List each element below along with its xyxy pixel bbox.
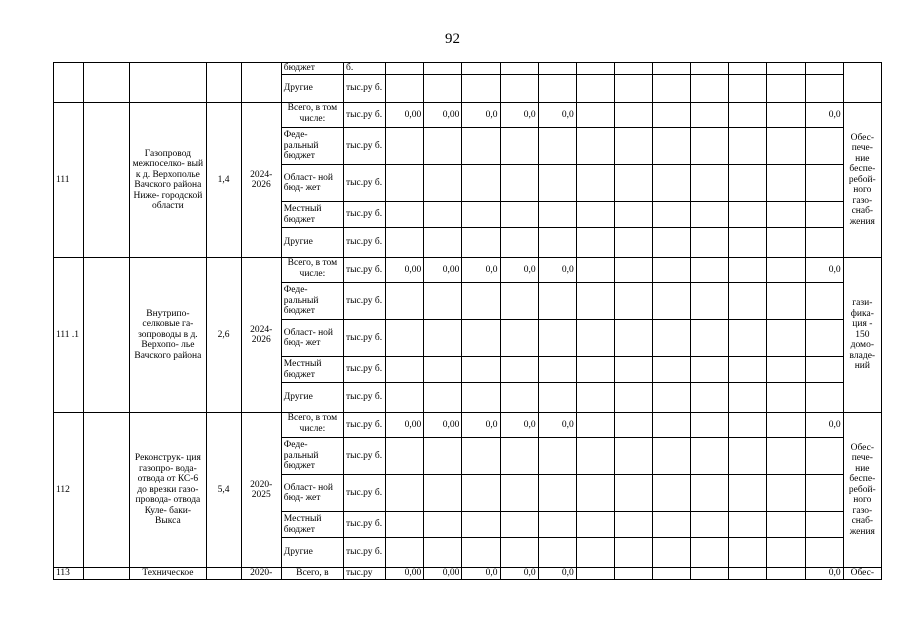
empty-cell	[462, 512, 500, 538]
funding-source: Другие	[281, 228, 343, 258]
empty-cell	[729, 103, 767, 128]
length-km: 1,4	[206, 103, 241, 258]
table-row	[54, 103, 882, 128]
funding-source: бюджет	[281, 63, 343, 75]
empty-cell	[691, 538, 729, 568]
empty-cell	[767, 475, 805, 512]
empty-cell	[576, 413, 614, 438]
empty-cell	[424, 538, 462, 568]
empty-cell	[386, 128, 424, 165]
amount-cell: 0,0	[500, 413, 538, 438]
unit-cell: тыс.ру б.	[344, 258, 386, 283]
empty-cell	[691, 75, 729, 103]
empty-cell	[424, 475, 462, 512]
empty-cell	[576, 258, 614, 283]
empty-cell	[462, 357, 500, 383]
empty-cell	[538, 202, 576, 228]
implementation-years: 2020- 2025	[241, 413, 281, 568]
empty-cell	[462, 320, 500, 357]
empty-cell	[538, 228, 576, 258]
empty-cell	[576, 228, 614, 258]
empty-cell	[691, 475, 729, 512]
empty-cell	[386, 283, 424, 320]
empty-cell	[538, 165, 576, 202]
empty-cell	[805, 320, 843, 357]
object-name: Техническое	[130, 568, 206, 580]
empty-cell	[805, 357, 843, 383]
expected-result: Обес-	[843, 568, 881, 580]
empty-cell	[462, 165, 500, 202]
empty-cell	[729, 283, 767, 320]
empty-cell	[576, 568, 614, 580]
empty-cell	[653, 103, 691, 128]
empty-cell	[691, 202, 729, 228]
empty-cell	[653, 383, 691, 413]
table-row	[54, 413, 882, 438]
empty-cell	[729, 512, 767, 538]
amount-cell: 0,0	[538, 413, 576, 438]
expected-result: гази- фика- ция - 150 домо- владе- ний	[843, 258, 881, 413]
empty-cell	[576, 165, 614, 202]
empty-cell	[386, 165, 424, 202]
empty-cell	[614, 538, 652, 568]
empty-cell	[424, 283, 462, 320]
amount-cell: 0,0	[805, 258, 843, 283]
funding-source: Всего, в том числе:	[281, 103, 343, 128]
empty-cell	[691, 165, 729, 202]
amount-cell: 0,00	[386, 103, 424, 128]
empty-cell	[424, 63, 462, 75]
empty-cell	[805, 202, 843, 228]
length-km	[206, 568, 241, 580]
empty-cell	[653, 63, 691, 75]
empty-cell	[386, 538, 424, 568]
empty-cell	[729, 357, 767, 383]
unit-cell: тыс.ру б.	[344, 438, 386, 475]
empty-cell	[424, 75, 462, 103]
empty-cell	[500, 475, 538, 512]
empty-cell	[729, 165, 767, 202]
empty-cell	[500, 63, 538, 75]
amount-cell: 0,0	[500, 103, 538, 128]
blank-cell	[84, 568, 130, 580]
blank-cell	[84, 103, 130, 258]
empty-cell	[729, 202, 767, 228]
unit-cell: тыс.ру б.	[344, 128, 386, 165]
unit-cell: тыс.ру б.	[344, 202, 386, 228]
empty-cell	[691, 383, 729, 413]
empty-cell	[805, 128, 843, 165]
empty-cell	[614, 383, 652, 413]
empty-cell	[538, 512, 576, 538]
amount-cell: 0,00	[424, 258, 462, 283]
empty-cell	[576, 283, 614, 320]
empty-cell	[767, 320, 805, 357]
funding-source: Другие	[281, 538, 343, 568]
empty-cell	[386, 383, 424, 413]
object-name: Внутрипо- селковые га- зопроводы в д. Верхопо- лье Вачского района	[130, 258, 206, 413]
empty-cell	[691, 512, 729, 538]
amount-cell: 0,00	[424, 103, 462, 128]
empty-cell	[614, 283, 652, 320]
unit-cell: тыс.ру	[344, 568, 386, 580]
unit-cell: тыс.ру б.	[344, 75, 386, 103]
expected-result: Обес- пече- ние беспе- ребой- ного газо- снаб- жения	[843, 413, 881, 568]
empty-cell	[691, 438, 729, 475]
item-number: 113	[54, 568, 84, 580]
empty-cell	[500, 320, 538, 357]
empty-cell	[729, 475, 767, 512]
table-row	[54, 258, 882, 283]
empty-cell	[767, 438, 805, 475]
amount-cell: 0,0	[462, 103, 500, 128]
empty-cell	[386, 438, 424, 475]
empty-cell	[576, 538, 614, 568]
empty-cell	[653, 512, 691, 538]
unit-cell: тыс.ру б.	[344, 283, 386, 320]
empty-cell	[767, 63, 805, 75]
empty-cell	[386, 320, 424, 357]
empty-cell	[653, 228, 691, 258]
empty-cell	[805, 512, 843, 538]
empty-cell	[500, 283, 538, 320]
unit-cell: б.	[344, 63, 386, 75]
amount-cell: 0,0	[805, 568, 843, 580]
empty-cell	[424, 128, 462, 165]
empty-cell	[614, 75, 652, 103]
empty-cell	[767, 512, 805, 538]
empty-cell	[729, 383, 767, 413]
unit-cell: тыс.ру б.	[344, 413, 386, 438]
empty-cell	[424, 383, 462, 413]
empty-cell	[767, 568, 805, 580]
empty-cell	[576, 320, 614, 357]
empty-cell	[805, 383, 843, 413]
empty-cell	[691, 357, 729, 383]
empty-cell	[691, 128, 729, 165]
empty-cell	[576, 475, 614, 512]
empty-cell	[805, 538, 843, 568]
empty-cell	[653, 283, 691, 320]
empty-cell	[729, 320, 767, 357]
empty-cell	[386, 228, 424, 258]
blank-cell	[84, 413, 130, 568]
empty-cell	[500, 202, 538, 228]
empty-cell	[500, 357, 538, 383]
empty-cell	[614, 63, 652, 75]
empty-cell	[767, 413, 805, 438]
funding-source: Местный бюджет	[281, 202, 343, 228]
empty-cell	[767, 258, 805, 283]
page-number: 92	[445, 31, 460, 47]
empty-cell	[653, 357, 691, 383]
prev-years-cell	[241, 63, 281, 103]
empty-cell	[653, 128, 691, 165]
empty-cell	[691, 228, 729, 258]
implementation-years: 2020-	[241, 568, 281, 580]
empty-cell	[653, 538, 691, 568]
empty-cell	[576, 438, 614, 475]
empty-cell	[805, 438, 843, 475]
program-table	[53, 62, 882, 580]
empty-cell	[653, 438, 691, 475]
empty-cell	[424, 202, 462, 228]
empty-cell	[500, 128, 538, 165]
empty-cell	[729, 228, 767, 258]
empty-cell	[691, 103, 729, 128]
implementation-years: 2024- 2026	[241, 258, 281, 413]
empty-cell	[538, 538, 576, 568]
funding-source: Всего, в	[281, 568, 343, 580]
empty-cell	[691, 568, 729, 580]
empty-cell	[576, 512, 614, 538]
empty-cell	[576, 128, 614, 165]
empty-cell	[462, 63, 500, 75]
unit-cell: тыс.ру б.	[344, 475, 386, 512]
empty-cell	[805, 165, 843, 202]
empty-cell	[614, 475, 652, 512]
empty-cell	[462, 128, 500, 165]
empty-cell	[576, 63, 614, 75]
empty-cell	[767, 228, 805, 258]
length-km: 5,4	[206, 413, 241, 568]
empty-cell	[767, 283, 805, 320]
item-number: 111 .1	[54, 258, 84, 413]
empty-cell	[614, 357, 652, 383]
empty-cell	[767, 103, 805, 128]
funding-source: Област- ной бюд- жет	[281, 475, 343, 512]
empty-cell	[538, 63, 576, 75]
amount-cell: 0,0	[805, 413, 843, 438]
empty-cell	[614, 103, 652, 128]
empty-cell	[538, 357, 576, 383]
empty-cell	[462, 75, 500, 103]
item-number: 112	[54, 413, 84, 568]
funding-source: Област- ной бюд- жет	[281, 320, 343, 357]
empty-cell	[538, 75, 576, 103]
expected-result: Обес- пече- ние беспе- ребой- ного газо- снаб- жения	[843, 103, 881, 258]
empty-cell	[386, 63, 424, 75]
empty-cell	[538, 283, 576, 320]
amount-cell: 0,0	[462, 568, 500, 580]
empty-cell	[424, 228, 462, 258]
prev-length-cell	[206, 63, 241, 103]
empty-cell	[614, 438, 652, 475]
empty-cell	[614, 228, 652, 258]
empty-cell	[767, 357, 805, 383]
prev-name-cell	[130, 63, 206, 103]
prev-blank-cell	[84, 63, 130, 103]
empty-cell	[805, 475, 843, 512]
empty-cell	[729, 538, 767, 568]
table-row	[54, 568, 882, 580]
empty-cell	[653, 165, 691, 202]
empty-cell	[614, 413, 652, 438]
empty-cell	[386, 512, 424, 538]
empty-cell	[500, 383, 538, 413]
empty-cell	[462, 202, 500, 228]
empty-cell	[424, 320, 462, 357]
empty-cell	[729, 438, 767, 475]
empty-cell	[386, 357, 424, 383]
empty-cell	[691, 320, 729, 357]
empty-cell	[767, 128, 805, 165]
empty-cell	[614, 568, 652, 580]
empty-cell	[729, 75, 767, 103]
amount-cell: 0,0	[538, 258, 576, 283]
amount-cell: 0,0	[805, 103, 843, 128]
amount-cell: 0,00	[386, 413, 424, 438]
funding-source: Феде- ральный бюджет	[281, 128, 343, 165]
empty-cell	[538, 383, 576, 413]
empty-cell	[500, 538, 538, 568]
table-row	[54, 63, 882, 75]
empty-cell	[500, 165, 538, 202]
empty-cell	[653, 475, 691, 512]
funding-source: Феде- ральный бюджет	[281, 283, 343, 320]
empty-cell	[653, 413, 691, 438]
empty-cell	[462, 228, 500, 258]
empty-cell	[500, 75, 538, 103]
empty-cell	[614, 128, 652, 165]
empty-cell	[691, 413, 729, 438]
unit-cell: тыс.ру б.	[344, 383, 386, 413]
empty-cell	[805, 283, 843, 320]
empty-cell	[805, 228, 843, 258]
empty-cell	[767, 383, 805, 413]
unit-cell: тыс.ру б.	[344, 512, 386, 538]
implementation-years: 2024- 2026	[241, 103, 281, 258]
empty-cell	[653, 320, 691, 357]
empty-cell	[386, 202, 424, 228]
amount-cell: 0,00	[386, 258, 424, 283]
empty-cell	[691, 63, 729, 75]
funding-source: Всего, в том числе:	[281, 413, 343, 438]
empty-cell	[576, 383, 614, 413]
empty-cell	[729, 128, 767, 165]
prev-no-cell	[54, 63, 84, 103]
empty-cell	[805, 63, 843, 75]
object-name: Реконструк- ция газопро- вода-отвода от КС-6 до врезки газо- провода- отвода Куле- баки-Выкса	[130, 413, 206, 568]
unit-cell: тыс.ру б.	[344, 538, 386, 568]
empty-cell	[729, 258, 767, 283]
empty-cell	[462, 383, 500, 413]
empty-cell	[538, 438, 576, 475]
empty-cell	[614, 202, 652, 228]
unit-cell: тыс.ру б.	[344, 357, 386, 383]
empty-cell	[576, 357, 614, 383]
empty-cell	[462, 438, 500, 475]
empty-cell	[462, 283, 500, 320]
empty-cell	[614, 165, 652, 202]
empty-cell	[500, 228, 538, 258]
funding-source: Всего, в том числе:	[281, 258, 343, 283]
empty-cell	[424, 512, 462, 538]
empty-cell	[691, 283, 729, 320]
blank-cell	[84, 258, 130, 413]
empty-cell	[729, 568, 767, 580]
empty-cell	[386, 75, 424, 103]
unit-cell: тыс.ру б.	[344, 165, 386, 202]
empty-cell	[767, 165, 805, 202]
empty-cell	[576, 75, 614, 103]
amount-cell: 0,0	[538, 103, 576, 128]
empty-cell	[653, 75, 691, 103]
funding-source: Феде- ральный бюджет	[281, 438, 343, 475]
empty-cell	[538, 128, 576, 165]
empty-cell	[538, 475, 576, 512]
object-name: Газопровод межпоселко- вый к д. Верхополье Вачского района Ниже- городской области	[130, 103, 206, 258]
funding-source: Област- ной бюд- жет	[281, 165, 343, 202]
amount-cell: 0,0	[462, 413, 500, 438]
empty-cell	[653, 258, 691, 283]
funding-source: Местный бюджет	[281, 512, 343, 538]
prev-result-cell	[843, 63, 881, 103]
empty-cell	[424, 357, 462, 383]
empty-cell	[500, 438, 538, 475]
empty-cell	[500, 512, 538, 538]
unit-cell: тыс.ру б.	[344, 320, 386, 357]
empty-cell	[805, 75, 843, 103]
empty-cell	[538, 320, 576, 357]
funding-source: Другие	[281, 383, 343, 413]
amount-cell: 0,0	[538, 568, 576, 580]
amount-cell: 0,00	[424, 568, 462, 580]
empty-cell	[767, 202, 805, 228]
empty-cell	[462, 475, 500, 512]
amount-cell: 0,0	[500, 258, 538, 283]
amount-cell: 0,00	[386, 568, 424, 580]
funding-source: Местный бюджет	[281, 357, 343, 383]
amount-cell: 0,00	[424, 413, 462, 438]
empty-cell	[424, 165, 462, 202]
empty-cell	[691, 258, 729, 283]
empty-cell	[653, 568, 691, 580]
empty-cell	[614, 258, 652, 283]
funding-source: Другие	[281, 75, 343, 103]
empty-cell	[729, 63, 767, 75]
empty-cell	[462, 538, 500, 568]
amount-cell: 0,0	[462, 258, 500, 283]
empty-cell	[576, 103, 614, 128]
length-km: 2,6	[206, 258, 241, 413]
unit-cell: тыс.ру б.	[344, 103, 386, 128]
empty-cell	[767, 75, 805, 103]
item-number: 111	[54, 103, 84, 258]
empty-cell	[614, 512, 652, 538]
empty-cell	[386, 475, 424, 512]
empty-cell	[614, 320, 652, 357]
empty-cell	[729, 413, 767, 438]
empty-cell	[767, 538, 805, 568]
unit-cell: тыс.ру б.	[344, 228, 386, 258]
empty-cell	[424, 438, 462, 475]
amount-cell: 0,0	[500, 568, 538, 580]
empty-cell	[653, 202, 691, 228]
empty-cell	[576, 202, 614, 228]
